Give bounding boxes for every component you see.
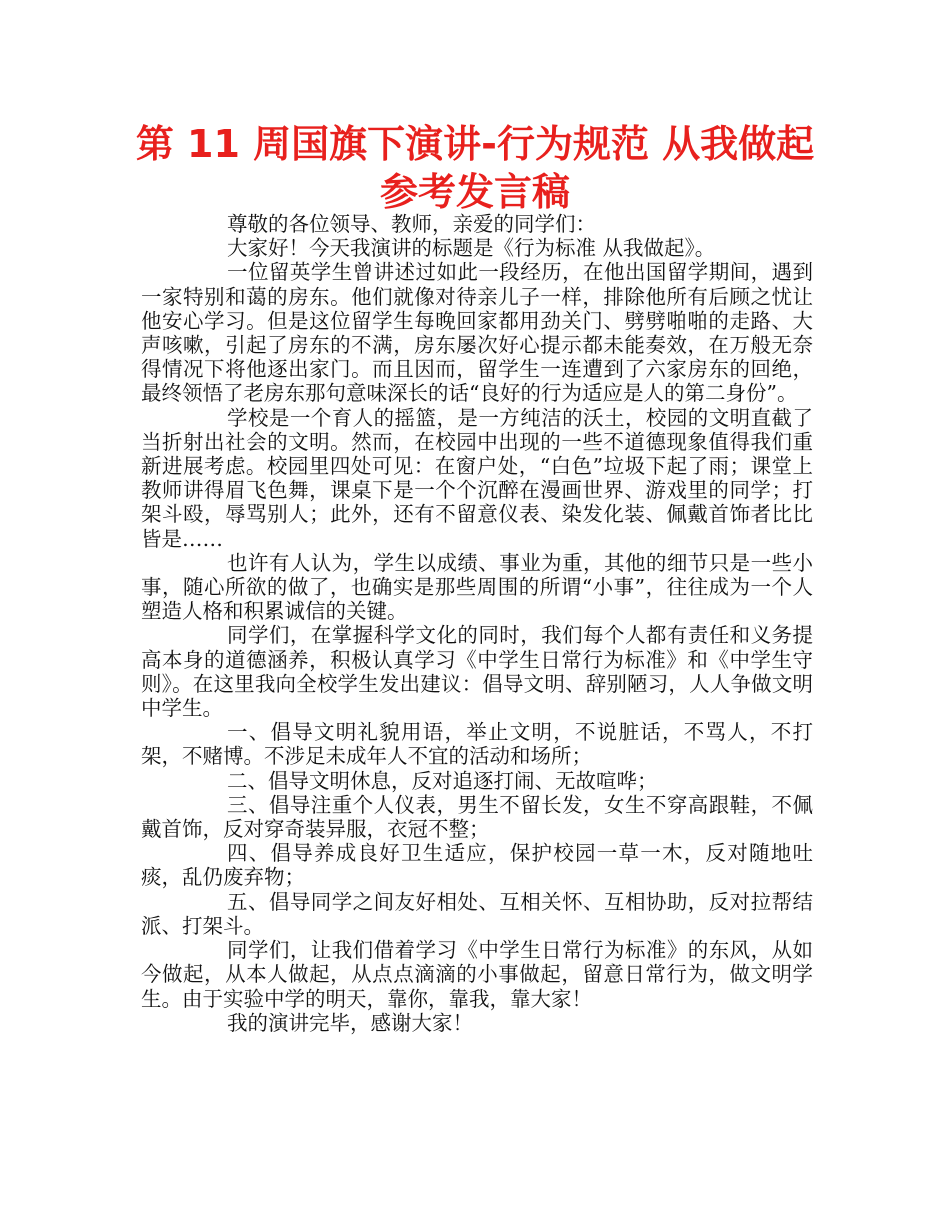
paragraph-school: 学校是一个育人的摇篮，是一方纯洁的沃土，校园的文明直截了当折射出社会的文明。然而，在校园中出现的一些不道德现象值得我们重新进展考虑。校园里四处可见：在窗户处，“白色”垃圾下起了雨；课堂上教师讲得眉飞色舞，课桌下是一个个沉醉在漫画世界、游戏里的同学；打架斗殴，辱骂别人；此外，还有不留意仪表、染发化装、佩戴首饰者比比皆是……: [141, 405, 813, 551]
paragraph-salutation: 尊敬的各位领导、教师，亲爱的同学们：: [227, 212, 596, 236]
paragraph-greeting: 大家好！今天我演讲的标题是《行为标准 从我做起》。: [227, 236, 716, 261]
list-item-5: 五、倡导同学之间友好相处、互相关怀、互相协助，反对拉帮结派、打架斗。: [141, 889, 813, 938]
document-body: [141, 212, 813, 1035]
paragraph-story: 一位留英学生曾讲述过如此一段经历，在他出国留学期间，遇到一家特别和蔼的房东。他们就像对待亲儿子一样，排除他所有后顾之忧让他安心学习。但是这位留学生每晚回家都用劲关门、劈劈啪啪的走路、大声咳嗽，引起了房东的不满，房东屡次好心提示都未能奏效，在万般无奈得情况下将他逐出家门。而且因而，留学生一连遭到了六家房东的回绝，最终领悟了老房东那句意味深长的话“良好的行为适应是人的第二身份”。: [141, 260, 813, 406]
paragraph-call-to-action: 同学们，让我们借着学习《中学生日常行为标准》的东风，从如今做起，从本人做起，从点点滴滴的小事做起，留意日常行为，做文明学生。由于实验中学的明天，靠你，靠我，靠大家！: [141, 938, 813, 1011]
list-item-2: 二、倡导文明休息，反对追逐打闹、无故喧哗；: [227, 768, 658, 793]
list-item-3: 三、倡导注重个人仪表，男生不留长发，女生不穿高跟鞋，不佩戴首饰，反对穿奇装异服，衣冠不整；: [141, 792, 813, 842]
list-item-4: 四、倡导养成良好卫生适应，保护校园一草一木，反对随地吐痰，乱仍废弃物；: [141, 841, 813, 890]
document-title: 第 11 周国旗下演讲-行为规范 从我做起参考发言稿: [135, 122, 815, 214]
paragraph-proposal: 同学们，在掌握科学文化的同时，我们每个人都有责任和义务提高本身的道德涵养，积极认真学习《中学生日常行为标准》和《中学生守则》。在这里我向全校学生发出建议：倡导文明、辞别陋习，人人争做文明中学生。: [141, 623, 813, 721]
paragraph-small-things: 也许有人认为，学生以成绩、事业为重，其他的细节只是一些小事，随心所欲的做了，也确实是那些周围的所谓“小事”，往往成为一个人塑造人格和积累诚信的关键。: [141, 550, 813, 624]
list-item-1: 一、倡导文明礼貌用语，举止文明，不说脏话，不骂人，不打架，不赌博。不涉足未成年人不宜的活动和场所；: [141, 720, 813, 769]
paragraph-closing: 我的演讲完毕，感谢大家！: [227, 1010, 473, 1035]
